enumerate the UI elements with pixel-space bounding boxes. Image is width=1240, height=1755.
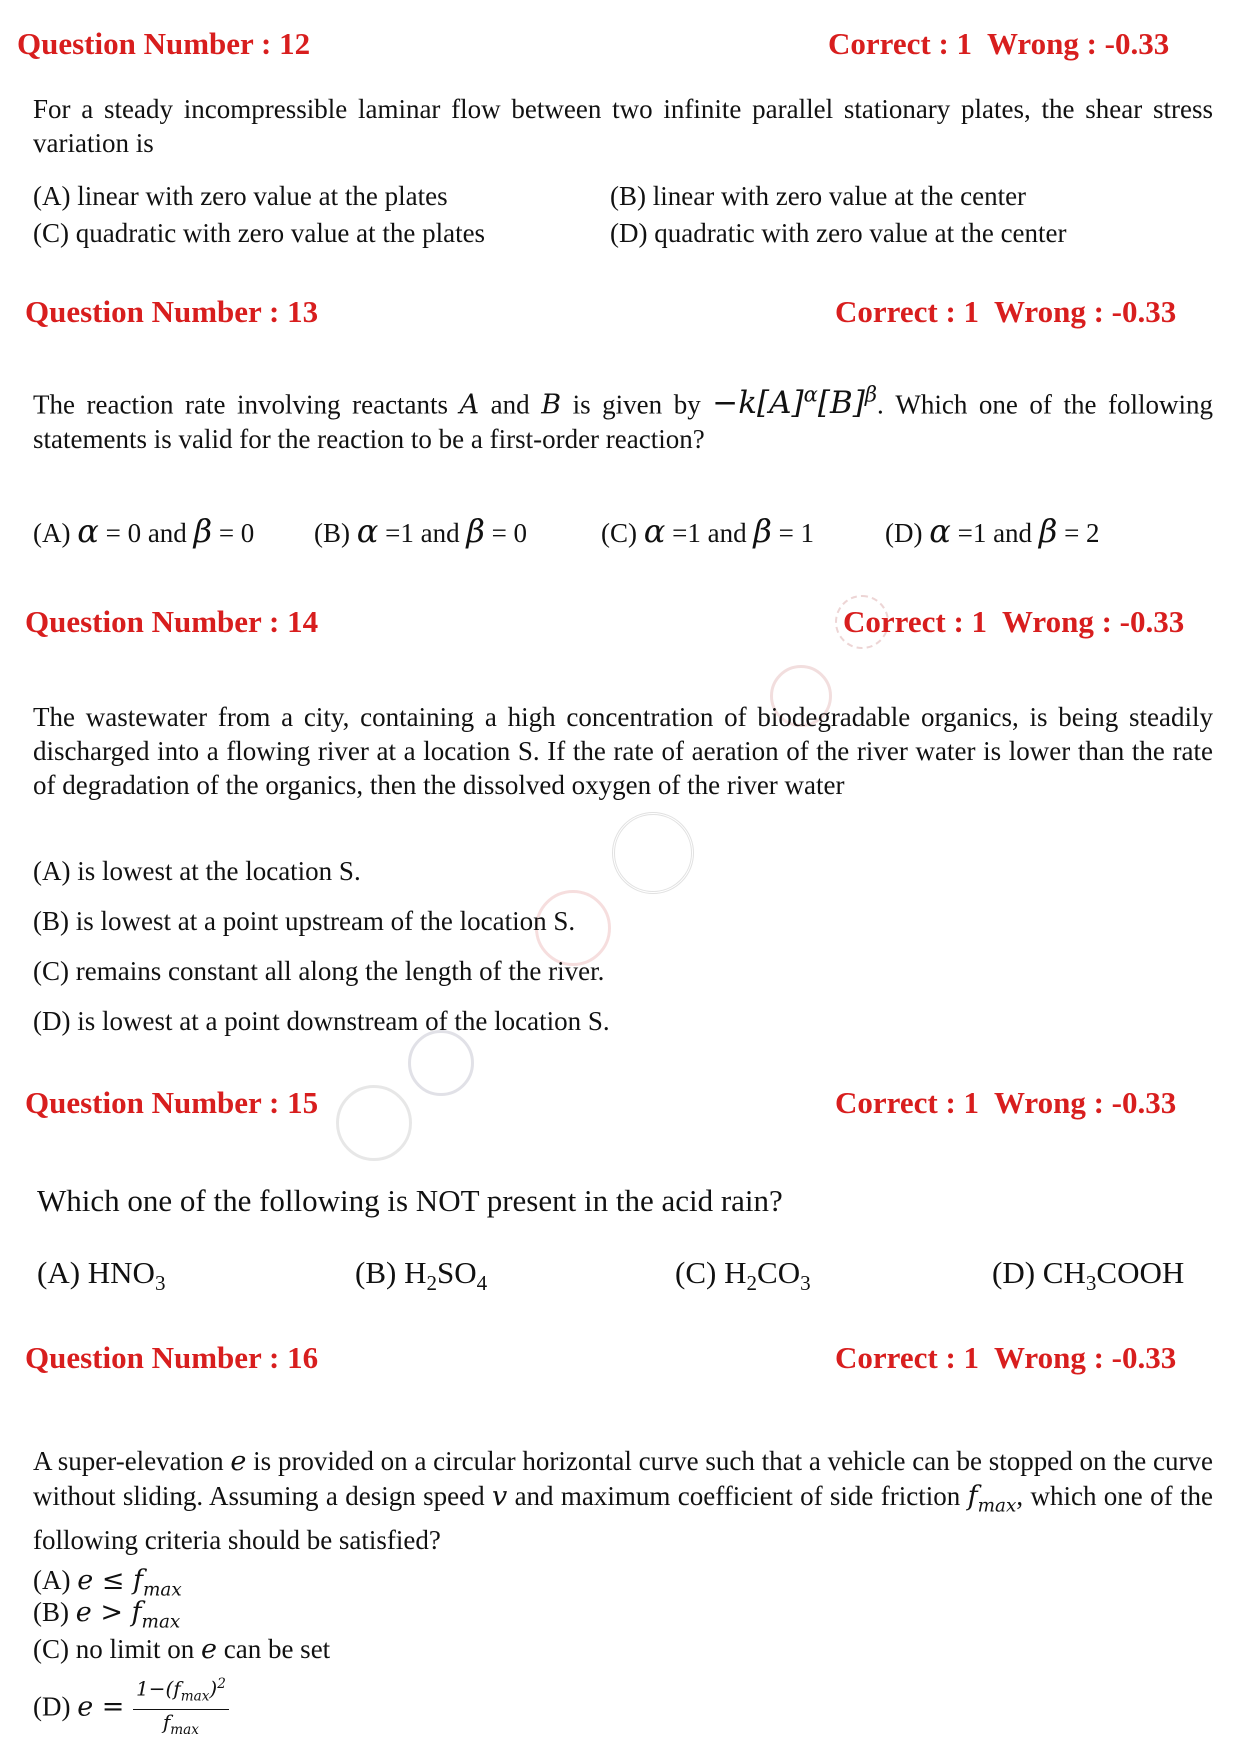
question-stem: [33, 1444, 1213, 1557]
marks-scheme: Correct : 1 Wrong : -0.33: [835, 294, 1177, 329]
option-symbol: f: [131, 1597, 142, 1628]
option-text: =1 and: [378, 518, 467, 548]
alpha-exponent: α: [803, 382, 818, 407]
stem-text: A super-elevation: [33, 1446, 231, 1476]
stem-text: is provided on a circular horizontal curve such that a vehicle can be stopped on the curve without sliding. Assuming a design speed: [33, 1446, 1213, 1511]
option-symbol: f: [133, 1565, 144, 1596]
question-number: Question Number : 13: [25, 294, 319, 329]
subscript: max: [170, 1721, 199, 1738]
subscript: max: [180, 1688, 210, 1705]
stem-symbol: B: [541, 389, 562, 421]
beta-symbol: β: [466, 512, 485, 550]
subscript: 2: [426, 1271, 438, 1296]
fraction-numerator: [133, 1672, 229, 1710]
option-label: (A): [33, 518, 78, 548]
rate-expression-a: −k[A]: [712, 385, 804, 422]
option-a: (A) linear with zero value at the plates: [33, 181, 448, 211]
option-text: SO: [437, 1255, 477, 1290]
subscript: 4: [476, 1271, 488, 1296]
option-d: (D) quadratic with zero value at the center: [610, 218, 1067, 248]
numerator-text: ): [209, 1676, 218, 1701]
stem-text: is given by: [561, 389, 713, 420]
option-text: (B) H: [355, 1255, 427, 1290]
alpha-symbol: α: [929, 512, 951, 550]
question-stem: For a steady incompressible laminar flow between two infinite parallel stationary plates, the shear stress variation is: [33, 94, 1213, 158]
option-label: (C): [601, 518, 644, 548]
subscript: 3: [154, 1271, 166, 1296]
marks-scheme: Correct : 1 Wrong : -0.33: [828, 26, 1170, 61]
option-a: [37, 1255, 166, 1296]
stem-text: The reaction rate involving reactants: [33, 389, 460, 420]
option-text: = 1: [771, 518, 815, 548]
stem-symbol: e: [230, 1446, 247, 1477]
option-b: (B) is lowest at a point upstream of the location S.: [33, 906, 576, 936]
question-header: [0, 26, 1240, 66]
option-b: (B) linear with zero value at the center: [610, 181, 1027, 211]
option-text: =1 and: [665, 518, 754, 548]
option-label: (B): [33, 1597, 76, 1627]
option-operator: ≤: [93, 1565, 134, 1596]
option-c: [675, 1255, 811, 1296]
option-label: (D): [885, 518, 930, 548]
subscript: 3: [1085, 1271, 1097, 1296]
option-a: (A) is lowest at the location S.: [33, 856, 361, 886]
question-number: Question Number : 15: [25, 1085, 319, 1120]
alpha-symbol: α: [643, 512, 666, 550]
fraction-denominator: [133, 1710, 229, 1742]
option-d: [992, 1255, 1184, 1296]
stem-text: and maximum coefficient of side friction: [507, 1481, 968, 1511]
subscript: max: [977, 1495, 1017, 1517]
question-number: Question Number : 14: [25, 604, 319, 639]
option-operator: >: [91, 1597, 132, 1628]
option-symbol: e: [77, 1691, 94, 1723]
stem-text: , which one of the following criteria should be satisfied?: [33, 1481, 1213, 1556]
option-b: [355, 1255, 487, 1296]
question-header: [0, 1085, 1240, 1125]
subscript: max: [143, 1579, 182, 1601]
superscript: 2: [217, 1676, 226, 1692]
option-a: [33, 1565, 182, 1600]
stem-symbol: A: [459, 389, 480, 421]
option-text: = 2: [1057, 518, 1100, 548]
option-b: [33, 1597, 180, 1632]
option-text: COOH: [1096, 1255, 1185, 1290]
beta-symbol: β: [1038, 512, 1058, 550]
question-header: [0, 294, 1240, 334]
alpha-symbol: α: [77, 512, 99, 550]
numerator-text: 1−(f: [136, 1676, 181, 1701]
fraction: [133, 1672, 229, 1742]
subscript: 3: [800, 1271, 811, 1296]
subscript: 2: [746, 1271, 758, 1296]
option-label: (D): [33, 1691, 78, 1722]
watermark-seal: [612, 812, 694, 894]
question-stem: Which one of the following is NOT present in the acid rain?: [37, 1183, 783, 1218]
option-c: (C) remains constant all along the length of the river.: [33, 956, 605, 986]
option-operator: =: [93, 1691, 134, 1723]
option-text: CO: [757, 1255, 801, 1290]
denominator-text: f: [162, 1709, 171, 1734]
question-stem: The wastewater from a city, containing a high concentration of biodegradable organics, is being steadily discharged into a flowing river at a location S. If the rate of aeration of the river water is lower than the rate of degradation of the organics, then the dissolved oxygen of the river water: [33, 702, 1213, 800]
option-a: [33, 512, 254, 550]
option-label: (C) no limit on: [33, 1634, 201, 1664]
option-c: (C) quadratic with zero value at the plates: [33, 218, 486, 248]
option-text: can be set: [216, 1634, 331, 1664]
stem-text: and: [479, 389, 542, 420]
question-header: [0, 604, 1240, 644]
stem-symbol: f: [967, 1481, 978, 1512]
option-symbol: e: [77, 1565, 94, 1596]
option-label: (B): [314, 518, 357, 548]
option-d: [33, 1672, 229, 1742]
beta-symbol: β: [193, 512, 213, 550]
option-d: [885, 512, 1100, 550]
rate-expression-b: [B]: [817, 385, 865, 422]
option-d: (D) is lowest at a point downstream of the location S.: [33, 1006, 610, 1036]
option-b: [314, 512, 527, 550]
stem-text: . Which one of the following statements is valid for the reaction to be a first-order reaction?: [33, 389, 1214, 455]
option-symbol: e: [75, 1597, 92, 1628]
marks-scheme: Correct : 1 Wrong : -0.33: [835, 1085, 1177, 1120]
question-header: [0, 1340, 1240, 1380]
option-text: = 0 and: [98, 518, 194, 548]
subscript: max: [141, 1611, 181, 1633]
question-number: Question Number : 16: [25, 1340, 319, 1375]
beta-exponent: β: [864, 382, 878, 407]
alpha-symbol: α: [356, 512, 379, 550]
option-text: = 0: [484, 518, 528, 548]
option-symbol: e: [201, 1634, 217, 1665]
option-text: =1 and: [950, 518, 1039, 548]
option-label: (A): [33, 1565, 78, 1595]
option-text: (D) CH: [992, 1255, 1086, 1290]
option-text: (C) H: [675, 1255, 747, 1290]
option-text: (A) HNO: [37, 1255, 155, 1290]
rate-expression: [712, 382, 878, 422]
option-text: = 0: [212, 518, 255, 548]
option-c: [601, 512, 814, 550]
stem-symbol: v: [491, 1481, 508, 1512]
question-stem: [33, 378, 1213, 456]
marks-scheme: Correct : 1 Wrong : -0.33: [843, 604, 1185, 639]
option-c: [33, 1634, 330, 1665]
question-number: Question Number : 12: [17, 26, 311, 61]
beta-symbol: β: [753, 512, 772, 550]
marks-scheme: Correct : 1 Wrong : -0.33: [835, 1340, 1177, 1375]
